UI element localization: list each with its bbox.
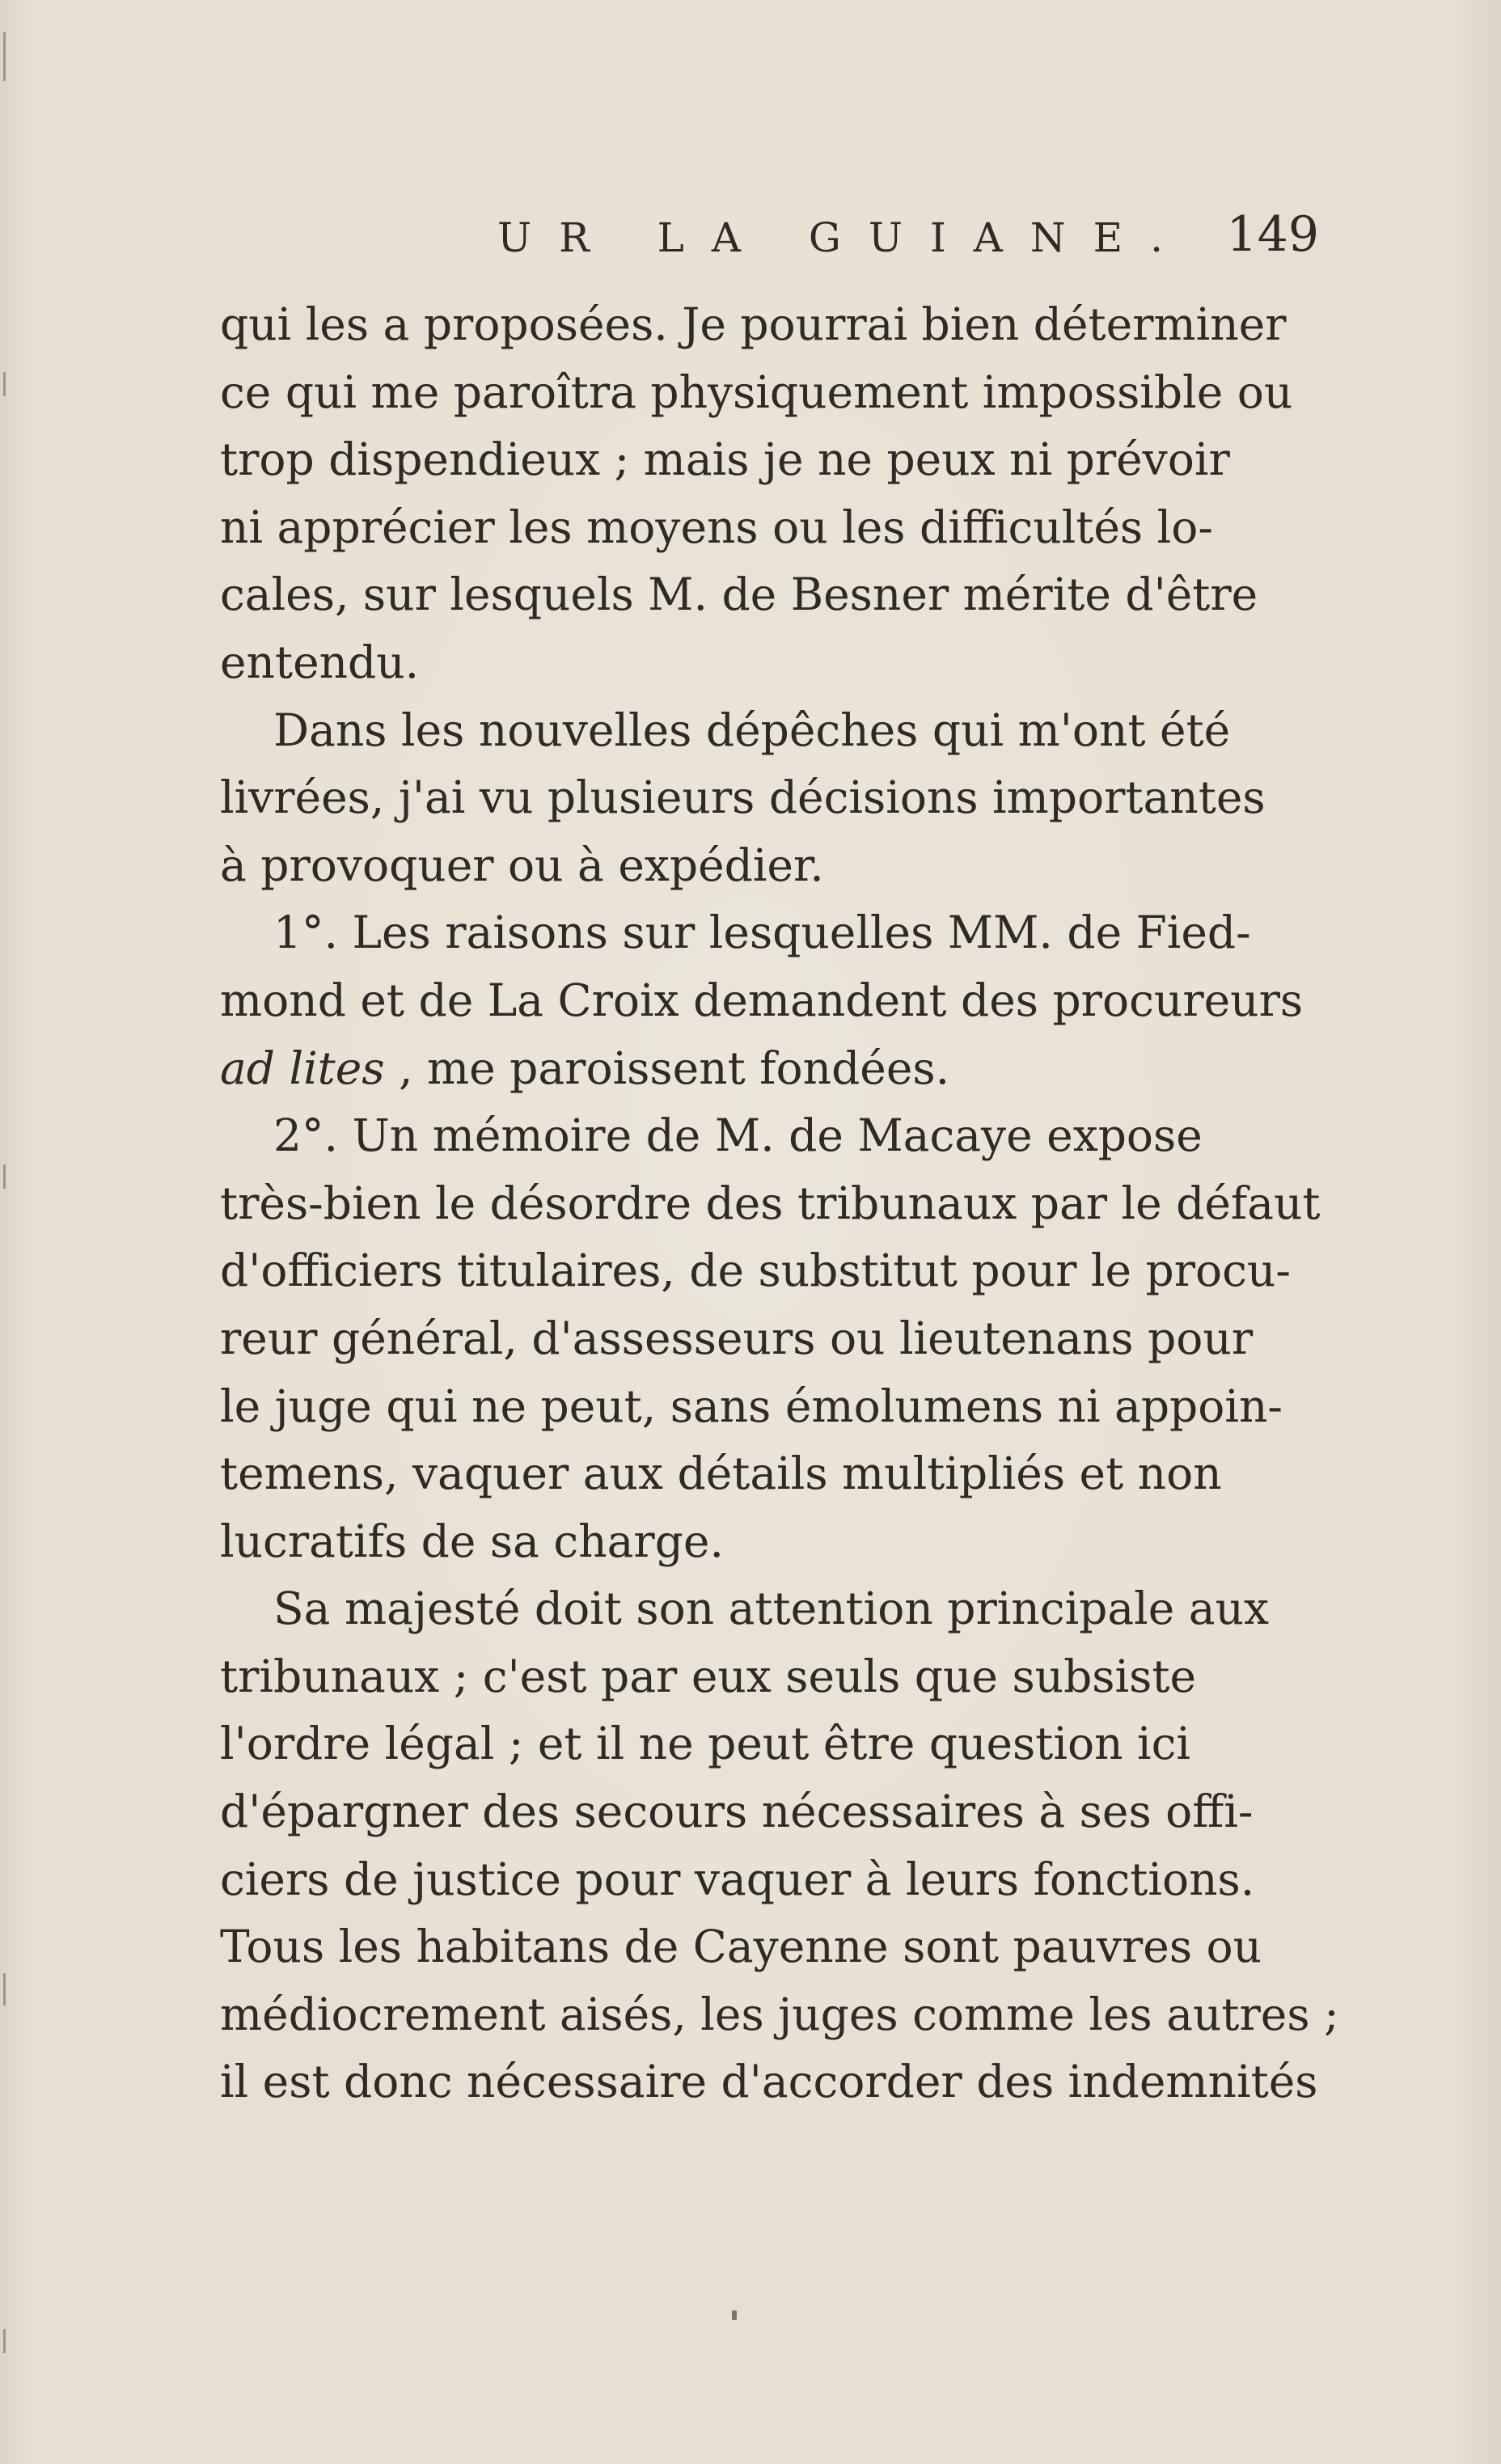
text-line: temens, vaquer aux détails multipliés et non: [220, 1448, 1222, 1500]
gutter-mark: [3, 2329, 6, 2353]
text-line: mond et de La Croix demandent des procureurs: [220, 974, 1304, 1026]
text-line: Tous les habitans de Cayenne sont pauvres ou: [220, 1921, 1262, 1973]
ink-speck: [732, 2310, 737, 2320]
gutter-mark: [3, 32, 6, 81]
paragraph-start-line: 1°. Les raisons sur lesquelles MM. de Fied-: [273, 907, 1251, 959]
text-line: qui les a proposées. Je pourrai bien déterminer: [220, 298, 1287, 350]
text-line: ni apprécier les moyens ou les difficultés lo-: [220, 501, 1213, 553]
gutter-mark: [3, 372, 6, 396]
text-line: reur général, d'assesseurs ou lieutenans pour: [220, 1312, 1254, 1364]
page-number: 149: [1226, 206, 1319, 263]
italic-phrase: ad lites: [220, 1042, 385, 1094]
text-line: cales, sur lesquels M. de Besner mérite d'être: [220, 568, 1258, 621]
text-line: très-bien le désordre des tribunaux par le défaut: [220, 1177, 1321, 1229]
paragraph-start-line: 2°. Un mémoire de M. de Macaye expose: [273, 1109, 1203, 1162]
text-line: à provoquer ou à expédier.: [220, 839, 824, 891]
paragraph-start-line: Sa majesté doit son attention principale aux: [273, 1583, 1270, 1635]
text-line: lucratifs de sa charge.: [220, 1515, 724, 1567]
page-header: [497, 206, 1319, 271]
text-line: l'ordre légal ; et il ne peut être question ici: [220, 1718, 1190, 1770]
text-line: d'officiers titulaires, de substitut pour le procu-: [220, 1245, 1291, 1297]
text-line: [220, 1035, 1324, 1103]
text-line: d'épargner des secours nécessaires à ses offi-: [220, 1786, 1254, 1838]
body-text: [220, 291, 1339, 2116]
text-line: le juge qui ne peut, sans émolumens ni appoin-: [220, 1380, 1283, 1432]
gutter-mark: [3, 1164, 6, 1189]
text-line: trop dispendieux ; mais je ne peux ni prévoir: [220, 433, 1230, 486]
running-title: UR LA GUIANE.: [497, 214, 1190, 261]
text-line: tribunaux ; c'est par eux seuls que subsiste: [220, 1650, 1196, 1702]
text-line-rest: , me paroissent fondées.: [384, 1042, 950, 1094]
text-line: médiocrement aisés, les juges comme les autres ;: [220, 1988, 1339, 2040]
text-line: ce qui me paroîtra physiquement impossible ou: [220, 366, 1293, 418]
text-line: ciers de justice pour vaquer à leurs fonctions.: [220, 1853, 1255, 1905]
text-line: il est donc nécessaire d'accorder des indemnités: [220, 2056, 1318, 2108]
text-line: entendu.: [220, 636, 420, 688]
paragraph-start-line: Dans les nouvelles dépêches qui m'ont été: [273, 704, 1231, 756]
text-line: livrées, j'ai vu plusieurs décisions importantes: [220, 771, 1266, 824]
gutter-mark: [3, 1973, 6, 2005]
